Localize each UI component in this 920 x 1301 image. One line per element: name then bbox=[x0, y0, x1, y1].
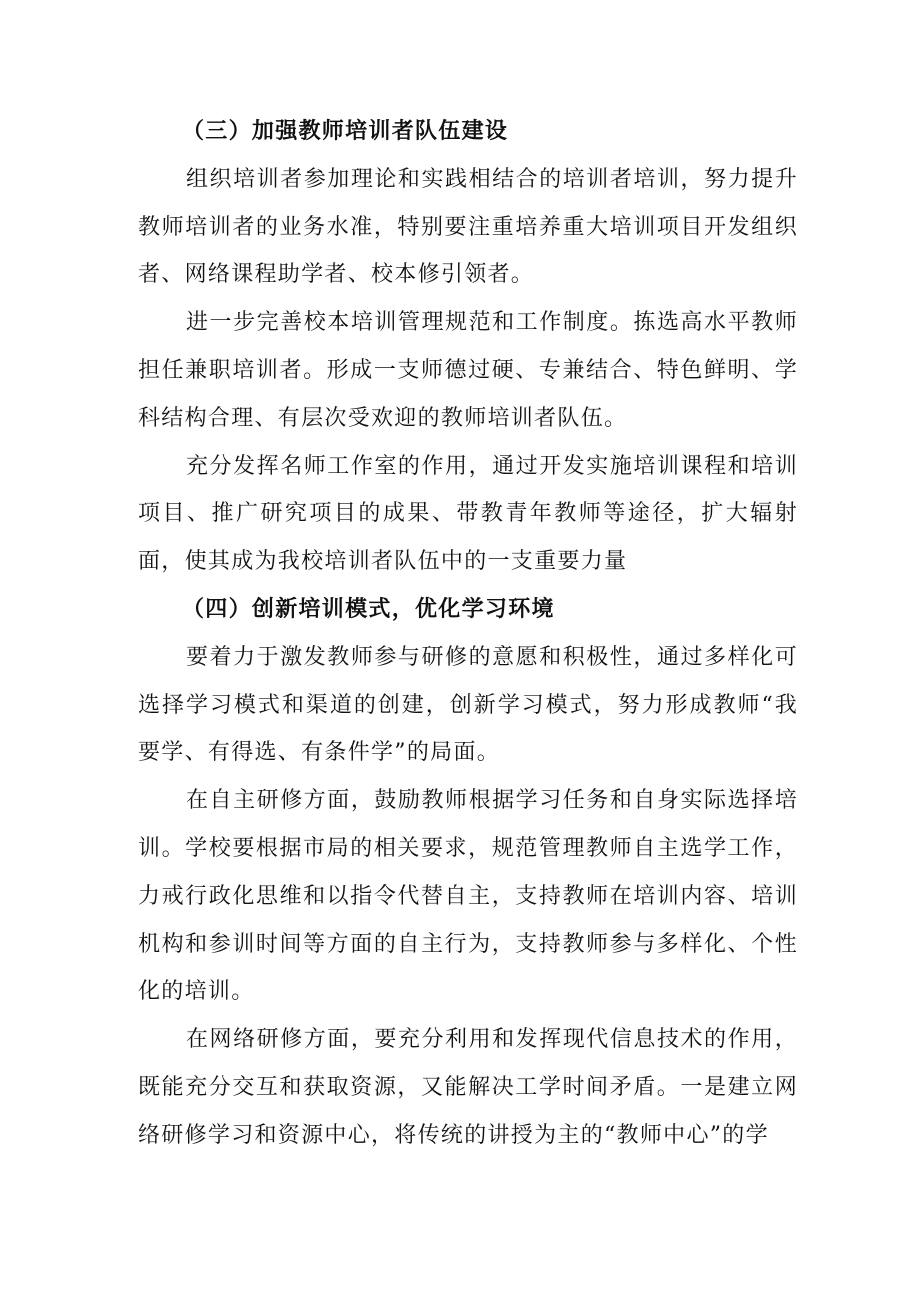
section-heading-3: （三）加强教师培训者队伍建设 bbox=[182, 118, 509, 144]
paragraph-trainer-training: 组织培训者参加理论和实践相结合的培训者培训，努力提升教师培训者的业务水准，特别要注重培养重大培训项目开发组织者、网络课程助学者、校本修引领者。 bbox=[138, 166, 798, 288]
section-heading-4: （四）创新培训模式，优化学习环境 bbox=[182, 595, 555, 622]
paragraph-management-system: 进一步完善校本培训管理规范和工作制度。拣选高水平教师担任兼职培训者。形成一支师德过硬、专兼结合、特色鲜明、学科结构合理、有层次受欢迎的教师培训者队伍。 bbox=[138, 310, 798, 431]
paragraph-master-studio: 充分发挥名师工作室的作用，通过开发实施培训课程和培训项目、推广研究项目的成果、带教青年教师等途径，扩大辐射面，使其成为我校培训者队伍中的一支重要力量 bbox=[138, 453, 798, 575]
paragraph-self-study: 在自主研修方面，鼓励教师根据学习任务和自身实际选择培训。学校要根据市局的相关要求，规范管理教师自主选学工作，力戒行政化思维和以指令代替自主，支持教师在培训内容、培训机构和参训时间等方面的自主行为，支持教师参与多样化、个性化的培训。 bbox=[138, 788, 798, 1005]
document-body bbox=[138, 108, 798, 1160]
paragraph-motivation: 要着力于激发教师参与研修的意愿和积极性，通过多样化可选择学习模式和渠道的创建，创新学习模式，努力形成教师“我要学、有得选、有条件学”的局面。 bbox=[138, 644, 798, 766]
paragraph-online-study: 在网络研修方面，要充分利用和发挥现代信息技术的作用，既能充分交互和获取资源，又能解决工学时间矛盾。一是建立网络研修学习和资源中心，将传统的讲授为主的“教师中心”的学 bbox=[138, 1027, 798, 1148]
